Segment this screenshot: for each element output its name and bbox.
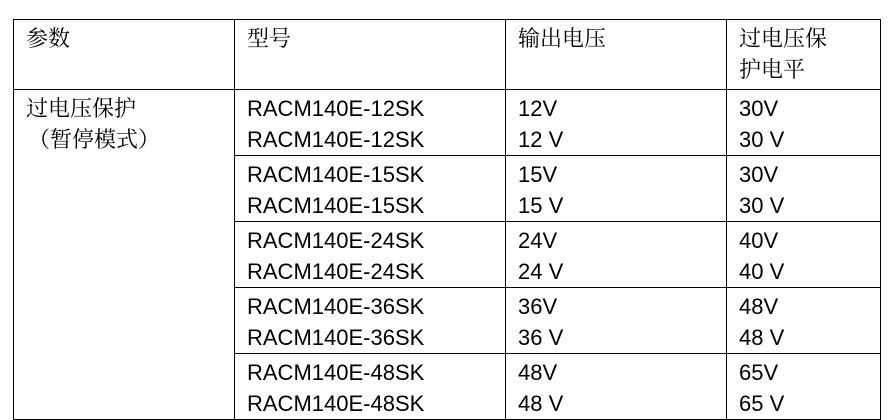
header-text: 型号 (247, 26, 292, 51)
ovp: 30 V (739, 127, 785, 152)
output-cell (506, 90, 727, 156)
ovp-cell (727, 354, 881, 420)
output-cell (506, 222, 727, 288)
ovp: 30V (739, 96, 779, 121)
model: RACM140E-24SK (247, 228, 425, 253)
spec-table (13, 19, 881, 420)
ovp: 48V (739, 294, 779, 319)
ovp-cell (727, 222, 881, 288)
model: RACM140E-15SK (247, 162, 425, 187)
header-text: 参数 (26, 26, 71, 51)
output: 36 V (518, 325, 564, 350)
ovp: 65 V (739, 391, 785, 416)
output: 12 V (518, 127, 564, 152)
ovp-cell (727, 90, 881, 156)
ovp: 30V (739, 162, 779, 187)
model: RACM140E-24SK (247, 259, 425, 284)
header-model (235, 20, 506, 90)
model: RACM140E-15SK (247, 193, 425, 218)
model-cell (235, 222, 506, 288)
parameter-mode: （暂停模式） (28, 127, 161, 152)
output: 24 V (518, 259, 564, 284)
output: 48 V (518, 391, 564, 416)
ovp: 65V (739, 360, 779, 385)
ovp: 40V (739, 228, 779, 253)
output: 15V (518, 162, 558, 187)
parameter-cell (14, 90, 235, 420)
output-cell (506, 156, 727, 222)
header-row (14, 20, 881, 90)
output: 48V (518, 360, 558, 385)
model: RACM140E-48SK (247, 391, 425, 416)
ovp: 40 V (739, 259, 785, 284)
output: 12V (518, 96, 558, 121)
model-cell (235, 354, 506, 420)
table-row (14, 90, 881, 156)
output: 36V (518, 294, 558, 319)
model: RACM140E-36SK (247, 294, 425, 319)
header-text: 输出电压 (518, 26, 607, 51)
model-cell (235, 90, 506, 156)
header-output-voltage (506, 20, 727, 90)
header-text: 过电压保 (739, 26, 828, 51)
model: RACM140E-12SK (247, 96, 425, 121)
output: 15 V (518, 193, 564, 218)
ovp-cell (727, 288, 881, 354)
header-ovp-level (727, 20, 881, 90)
output-cell (506, 354, 727, 420)
ovp-cell (727, 156, 881, 222)
header-text: 护电平 (739, 57, 806, 82)
parameter-name: 过电压保护 (26, 96, 137, 121)
output-cell (506, 288, 727, 354)
model: RACM140E-12SK (247, 127, 425, 152)
header-parameter (14, 20, 235, 90)
ovp: 48 V (739, 325, 785, 350)
model: RACM140E-48SK (247, 360, 425, 385)
model-cell (235, 156, 506, 222)
ovp: 30 V (739, 193, 785, 218)
model-cell (235, 288, 506, 354)
model: RACM140E-36SK (247, 325, 425, 350)
output: 24V (518, 228, 558, 253)
